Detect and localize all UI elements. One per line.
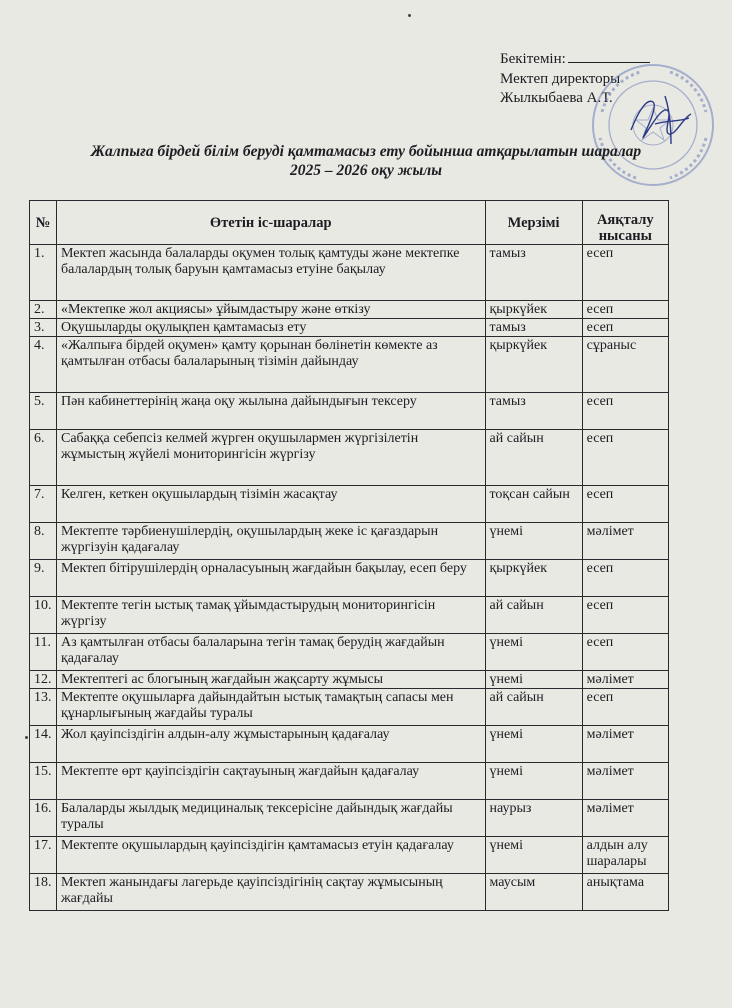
- row-number: 18.: [30, 874, 57, 911]
- row-activity: Мектепте өрт қауіпсіздігін сақтауының жағдайын қадағалау: [56, 763, 485, 800]
- row-number: 7.: [30, 486, 57, 523]
- row-activity: Балаларды жылдық медициналық тексерісіне дайындық жағдайы туралы: [56, 800, 485, 837]
- page-title: [40, 142, 692, 180]
- row-activity: «Жалпыға бірдей оқумен» қамту қорынан бөлінетін көмекте аз қамтылған отбасы балаларының тізімін дайындау: [56, 337, 485, 393]
- row-activity: Оқушыларды оқулықпен қамтамасыз ету: [56, 319, 485, 337]
- row-form: мәлімет: [582, 726, 668, 763]
- row-form: есеп: [582, 430, 668, 486]
- row-number: 3.: [30, 319, 57, 337]
- row-activity: Мектепте оқушыларға дайындайтын ыстық тамақтың сапасы мен құнарлығының жағдайы туралы: [56, 689, 485, 726]
- row-date: наурыз: [485, 800, 582, 837]
- header-form: Аяқталу нысаны: [582, 201, 668, 245]
- row-number: 17.: [30, 837, 57, 874]
- row-date: үнемі: [485, 726, 582, 763]
- table-row: [30, 689, 669, 726]
- title-line-year: 2025 – 2026 оқу жылы: [290, 162, 442, 179]
- row-date: тамыз: [485, 393, 582, 430]
- row-number: 6.: [30, 430, 57, 486]
- row-activity: Мектеп жасында балаларды оқумен толық қамтуды және мектепке балалардың толық баруын қамтамасыз етуіне бақылау: [56, 245, 485, 301]
- row-date: тоқсан сайын: [485, 486, 582, 523]
- row-number: 10.: [30, 597, 57, 634]
- row-activity: Мектеп жанындағы лагерьде қауіпсіздігінің сақтау жұмысының жағдайы: [56, 874, 485, 911]
- row-date: ай сайын: [485, 597, 582, 634]
- row-date: ай сайын: [485, 689, 582, 726]
- row-form: есеп: [582, 301, 668, 319]
- row-activity: Жол қауіпсіздігін алдын-алу жұмыстарының қадағалау: [56, 726, 485, 763]
- row-number: 14.: [30, 726, 57, 763]
- row-activity: Мектепте оқушылардың қауіпсіздігін қамтамасыз етуін қадағалау: [56, 837, 485, 874]
- table-row: [30, 245, 669, 301]
- table-row: [30, 874, 669, 911]
- row-number: 16.: [30, 800, 57, 837]
- row-activity: Пән кабинеттерінің жаңа оқу жылына дайындығын тексеру: [56, 393, 485, 430]
- row-date: үнемі: [485, 634, 582, 671]
- row-form: мәлімет: [582, 800, 668, 837]
- table-row: [30, 430, 669, 486]
- approval-director-title: Мектеп директоры: [500, 70, 621, 87]
- row-number: 4.: [30, 337, 57, 393]
- header-date: Мерзімі: [485, 201, 582, 245]
- table-row: [30, 319, 669, 337]
- row-form: мәлімет: [582, 763, 668, 800]
- row-activity: Мектептегі ас блогының жағдайын жақсарту жұмысы: [56, 671, 485, 689]
- row-activity: Келген, кеткен оқушылардың тізімін жасақтау: [56, 486, 485, 523]
- row-form: есеп: [582, 634, 668, 671]
- row-number: 11.: [30, 634, 57, 671]
- row-number: 8.: [30, 523, 57, 560]
- row-date: ай сайын: [485, 430, 582, 486]
- approval-line-approved: Бекітемін:: [500, 50, 650, 70]
- table-row: [30, 726, 669, 763]
- table-row: [30, 523, 669, 560]
- row-activity: Мектепте тегін ыстық тамақ ұйымдастырудың мониторингісін жүргізу: [56, 597, 485, 634]
- header-number: №: [30, 201, 57, 245]
- table-row: [30, 486, 669, 523]
- row-form: мәлімет: [582, 671, 668, 689]
- row-number: 15.: [30, 763, 57, 800]
- title-line-main: Жалпыға бірдей білім беруді қамтамасыз ету бойынша атқарылатын шаралар: [90, 143, 642, 160]
- row-form: есеп: [582, 689, 668, 726]
- header-activity: Өтетін іс-шаралар: [56, 201, 485, 245]
- activities-table: [29, 200, 669, 911]
- table-row: [30, 393, 669, 430]
- scan-speck: [408, 14, 411, 17]
- table-row: [30, 763, 669, 800]
- row-number: 5.: [30, 393, 57, 430]
- row-number: 2.: [30, 301, 57, 319]
- row-date: маусым: [485, 874, 582, 911]
- table-row: [30, 301, 669, 319]
- approval-director-name: Жылкыбаева А.Т.: [500, 90, 613, 106]
- row-number: 1.: [30, 245, 57, 301]
- row-form: есеп: [582, 486, 668, 523]
- table-row: [30, 560, 669, 597]
- row-form: сұраныс: [582, 337, 668, 393]
- row-number: 12.: [30, 671, 57, 689]
- row-date: үнемі: [485, 763, 582, 800]
- row-form: анықтама: [582, 874, 668, 911]
- table-row: [30, 800, 669, 837]
- signature: [625, 88, 697, 150]
- row-form: есеп: [582, 319, 668, 337]
- row-activity: Мектеп бітірушілердің орналасуының жағдайын бақылау, есеп беру: [56, 560, 485, 597]
- row-form: есеп: [582, 597, 668, 634]
- row-form: есеп: [582, 560, 668, 597]
- row-number: 9.: [30, 560, 57, 597]
- table-row: [30, 634, 669, 671]
- row-form: есеп: [582, 245, 668, 301]
- table-header-row: [30, 201, 669, 245]
- table-row: [30, 337, 669, 393]
- row-activity: Аз қамтылған отбасы балаларына тегін тамақ берудің жағдайын қадағалау: [56, 634, 485, 671]
- row-date: қыркүйек: [485, 301, 582, 319]
- scan-speck: [25, 736, 28, 739]
- row-date: қыркүйек: [485, 337, 582, 393]
- row-date: тамыз: [485, 245, 582, 301]
- row-activity: Сабаққа себепсіз келмей жүрген оқушылармен жүргізілетін жұмыстың жүйелі мониторингісін жүргізу: [56, 430, 485, 486]
- row-date: тамыз: [485, 319, 582, 337]
- row-date: үнемі: [485, 837, 582, 874]
- row-date: үнемі: [485, 671, 582, 689]
- table-row: [30, 597, 669, 634]
- row-date: қыркүйек: [485, 560, 582, 597]
- row-form: мәлімет: [582, 523, 668, 560]
- row-number: 13.: [30, 689, 57, 726]
- row-form: есеп: [582, 393, 668, 430]
- row-activity: Мектепте тәрбиенушілердің, оқушылардың жеке іс қағаздарын жүргізуін қадағалау: [56, 523, 485, 560]
- row-form: алдын алу шаралары: [582, 837, 668, 874]
- row-activity: «Мектепке жол акциясы» ұйымдастыру және өткізу: [56, 301, 485, 319]
- table-row: [30, 837, 669, 874]
- table-row: [30, 671, 669, 689]
- row-date: үнемі: [485, 523, 582, 560]
